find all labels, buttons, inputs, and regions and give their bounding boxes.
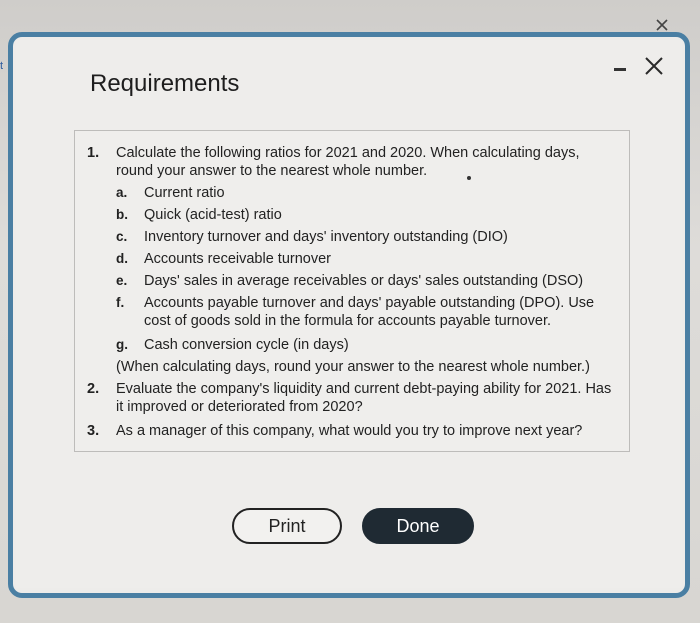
subitem-letter: e. (116, 273, 128, 288)
background-close-icon (655, 18, 669, 32)
dialog-title: Requirements (90, 70, 240, 97)
item-text: Evaluate the company's liquidity and current debt-paying ability for 2021. Has (116, 381, 612, 397)
item-number: 1. (87, 145, 100, 161)
item-number: 3. (87, 423, 100, 439)
subitem-text: Days' sales in average receivables or days' sales outstanding (DSO) (144, 273, 584, 289)
subitem-text: Accounts receivable turnover (144, 251, 331, 267)
subitem-letter: a. (116, 185, 128, 200)
item-text: round your answer to the nearest whole number. (116, 163, 428, 179)
subitem-letter: c. (116, 229, 128, 244)
item-text: As a manager of this company, what would you try to improve next year? (116, 423, 583, 439)
subitem-text: Current ratio (144, 185, 225, 201)
item-note: (When calculating days, round your answer to the nearest whole number.) (116, 359, 590, 375)
stray-dot (467, 176, 471, 180)
window-controls (612, 54, 672, 84)
item-text: Calculate the following ratios for 2021 and 2020. When calculating days, (116, 145, 580, 161)
subitem-text: Accounts payable turnover and days' payable outstanding (DPO). Use (144, 295, 595, 311)
done-button[interactable]: Done (362, 508, 474, 544)
close-icon[interactable] (642, 54, 666, 78)
subitem-letter: d. (116, 251, 128, 266)
minimize-icon[interactable] (614, 68, 626, 71)
subitem-text: Inventory turnover and days' inventory outstanding (DIO) (144, 229, 508, 245)
subitem-text: cost of goods sold in the formula for accounts payable turnover. (144, 313, 552, 329)
subitem-text: Cash conversion cycle (in days) (144, 337, 349, 353)
subitem-text: Quick (acid-test) ratio (144, 207, 282, 223)
subitem-letter: f. (116, 295, 125, 310)
subitem-letter: g. (116, 337, 128, 352)
subitem-letter: b. (116, 207, 128, 222)
print-button[interactable]: Print (232, 508, 342, 544)
requirements-list (74, 130, 630, 452)
background-page-edge: t (0, 60, 4, 72)
item-number: 2. (87, 381, 100, 397)
item-text: it improved or deteriorated from 2020? (116, 399, 363, 415)
